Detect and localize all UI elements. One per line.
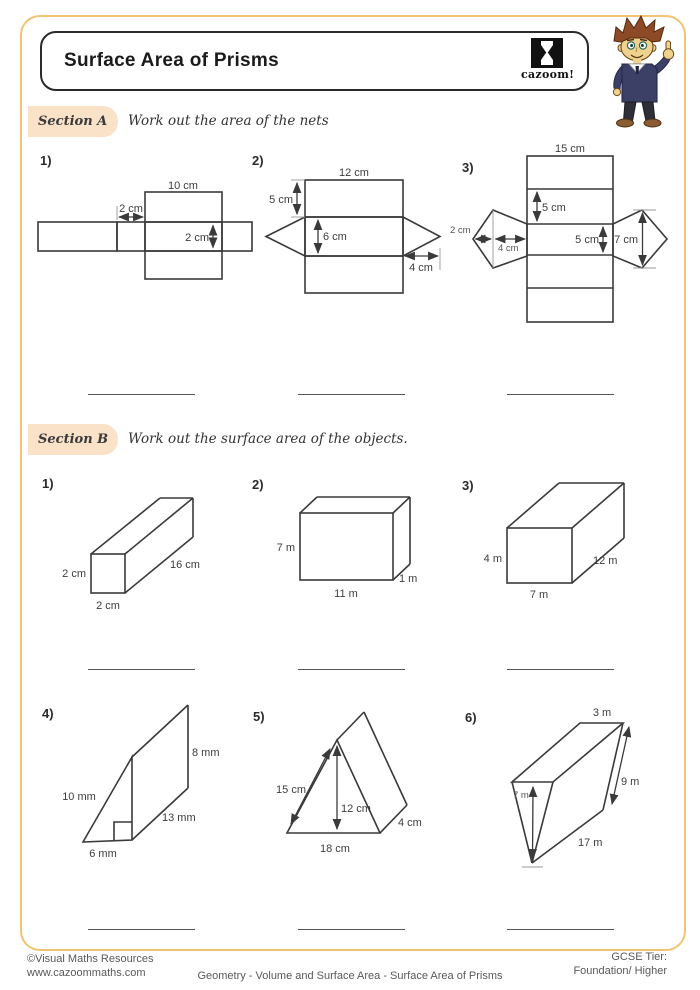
question-b6-number: 6) xyxy=(465,710,477,725)
solid-diagram-b4 xyxy=(35,700,250,868)
dim-label: 2 cm xyxy=(450,225,471,236)
question-b3-number: 3) xyxy=(462,478,474,493)
dim-label: 8 mm xyxy=(192,747,220,759)
dim-label: 7 m xyxy=(529,589,549,601)
footer-copyright: ©Visual Maths Resources xyxy=(27,953,154,965)
answer-line-a2 xyxy=(298,394,405,395)
dim-label: 12 cm xyxy=(339,167,369,179)
dim-label: 4 m xyxy=(483,553,502,565)
dim-label: 2 cm xyxy=(185,232,209,244)
dim-label: 1 m xyxy=(399,573,418,585)
question-a3-number: 3) xyxy=(462,160,474,175)
section-b-label: Section B xyxy=(28,424,118,455)
section-b-instruction: Work out the surface area of the objects. xyxy=(128,431,408,447)
section-a-instruction: Work out the area of the nets xyxy=(128,113,329,129)
dim-label: 4 cm xyxy=(409,262,433,274)
dim-label: 15 cm xyxy=(555,143,585,155)
page-title: Surface Area of Prisms xyxy=(64,50,279,71)
dim-label: 12 m xyxy=(593,555,618,567)
dim-label: 4 cm xyxy=(498,243,519,254)
title-box xyxy=(40,31,589,91)
dim-label: 18 cm xyxy=(320,843,350,855)
solid-diagram-b1 xyxy=(35,480,250,615)
dim-label: 13 mm xyxy=(162,812,196,824)
dim-label: 7 cm xyxy=(614,234,638,246)
question-a1-number: 1) xyxy=(40,153,52,168)
dim-label: 16 cm xyxy=(170,559,200,571)
footer-url-link[interactable]: www.cazoommaths.com xyxy=(27,967,146,979)
footer-center-text: Geometry - Volume and Surface Area - Surface Area of Prisms xyxy=(197,970,503,982)
answer-line-b6 xyxy=(507,929,614,930)
mascot-character xyxy=(594,14,678,128)
dim-label: 7 m xyxy=(276,542,295,554)
section-a-label: Section A xyxy=(28,106,118,137)
dim-label: 2 cm xyxy=(62,568,86,580)
answer-line-b1 xyxy=(88,669,195,670)
footer-tier-value: Foundation/ Higher xyxy=(573,965,667,977)
dim-label: 6 cm xyxy=(323,231,347,243)
solid-diagram-b5 xyxy=(250,700,435,862)
dim-label: 10 mm xyxy=(62,791,96,803)
answer-line-b3 xyxy=(507,669,614,670)
answer-line-a3 xyxy=(507,394,614,395)
dim-label: 11 m xyxy=(334,588,358,600)
solid-diagram-b3 xyxy=(455,478,680,613)
net-diagram-a3 xyxy=(445,140,680,330)
dim-label: 5 cm xyxy=(575,234,599,246)
answer-line-b4 xyxy=(88,929,195,930)
dim-label: 9 m xyxy=(621,776,640,788)
dim-label: 6 mm xyxy=(89,848,117,860)
question-b1-number: 1) xyxy=(42,476,54,491)
dim-label: 12 cm xyxy=(341,803,371,815)
answer-line-b2 xyxy=(298,669,405,670)
question-b2-number: 2) xyxy=(252,477,264,492)
dim-label: 17 m xyxy=(578,837,603,849)
dim-label: 10 cm xyxy=(168,180,198,192)
cazoom-logo-icon xyxy=(531,38,563,68)
dim-label: 4 cm xyxy=(398,817,422,829)
question-b4-number: 4) xyxy=(42,706,54,721)
solid-diagram-b2 xyxy=(250,478,440,613)
cazoom-brand-text: cazoom! xyxy=(521,68,575,81)
question-b5-number: 5) xyxy=(253,709,265,724)
dim-label: 5 cm xyxy=(542,202,566,214)
footer-tier-label: GCSE Tier: xyxy=(611,951,667,963)
answer-line-a1 xyxy=(88,394,195,395)
dim-label: 5 cm xyxy=(269,194,293,206)
dim-label: 2 cm xyxy=(96,600,120,612)
net-diagram-a1 xyxy=(35,180,255,285)
dim-label: 2 cm xyxy=(119,203,143,215)
solid-diagram-b6 xyxy=(455,700,685,880)
dim-label: 15 cm xyxy=(276,784,306,796)
dim-label: 3 m xyxy=(592,707,612,719)
net-diagram-a2 xyxy=(250,160,450,305)
answer-line-b5 xyxy=(298,929,405,930)
dim-label: 7 m xyxy=(513,790,529,801)
question-a2-number: 2) xyxy=(252,153,264,168)
cazoom-logo xyxy=(521,38,573,81)
